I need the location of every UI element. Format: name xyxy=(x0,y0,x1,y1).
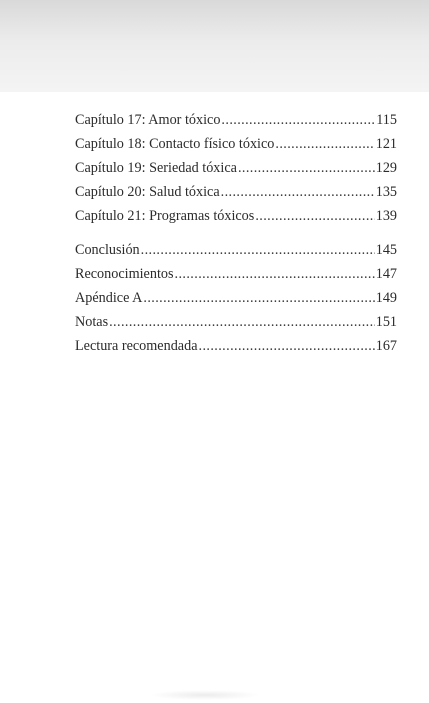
toc-dot-leader xyxy=(141,238,375,262)
toc-entry xyxy=(75,204,397,228)
toc-entry xyxy=(75,132,397,156)
toc-entry-title: Notas xyxy=(75,314,109,330)
toc-entry-page: 149 xyxy=(375,290,397,306)
toc-entry-title: Capítulo 21: Programas tóxicos xyxy=(75,208,255,224)
toc-entry-title: Reconocimientos xyxy=(75,266,174,282)
toc-dot-leader xyxy=(109,310,375,334)
toc-entry xyxy=(75,108,397,132)
toc-entry-page: 151 xyxy=(375,314,397,330)
toc-entry-title: Capítulo 20: Salud tóxica xyxy=(75,184,220,200)
toc-backmatter-list xyxy=(75,238,397,358)
toc-dot-leader xyxy=(143,286,374,310)
toc-dot-leader xyxy=(275,132,374,156)
toc-dot-leader xyxy=(255,204,374,228)
toc-entry-page: 147 xyxy=(375,266,397,282)
toc-entry xyxy=(75,334,397,358)
toc-entry xyxy=(75,262,397,286)
page-header-shadow xyxy=(0,0,429,92)
toc-entry-page: 129 xyxy=(375,160,397,176)
toc-entry xyxy=(75,156,397,180)
toc-entry xyxy=(75,286,397,310)
toc-entry xyxy=(75,310,397,334)
toc-entry-page: 167 xyxy=(375,338,397,354)
toc-entry-page: 121 xyxy=(375,136,397,152)
toc-dot-leader xyxy=(199,334,375,358)
toc-entry-title: Lectura recomendada xyxy=(75,338,198,354)
toc-dot-leader xyxy=(221,108,375,132)
toc-chapters-list xyxy=(75,108,397,228)
toc-entry xyxy=(75,180,397,204)
toc-entry-page: 139 xyxy=(375,208,397,224)
toc-entry-title: Capítulo 19: Seriedad tóxica xyxy=(75,160,237,176)
toc-entry-title: Capítulo 18: Contacto físico tóxico xyxy=(75,136,275,152)
toc-entry-title: Conclusión xyxy=(75,242,140,258)
toc-dot-leader xyxy=(175,262,375,286)
toc-entry-page: 145 xyxy=(375,242,397,258)
toc-entry xyxy=(75,238,397,262)
toc-dot-leader xyxy=(238,156,375,180)
toc-dot-leader xyxy=(221,180,375,204)
toc-entry-page: 135 xyxy=(375,184,397,200)
toc-entry-title: Capítulo 17: Amor tóxico xyxy=(75,112,221,128)
page-edge-smudge xyxy=(150,690,260,700)
toc-entry-title: Apéndice A xyxy=(75,290,143,306)
toc-entry-page: 115 xyxy=(376,112,397,128)
